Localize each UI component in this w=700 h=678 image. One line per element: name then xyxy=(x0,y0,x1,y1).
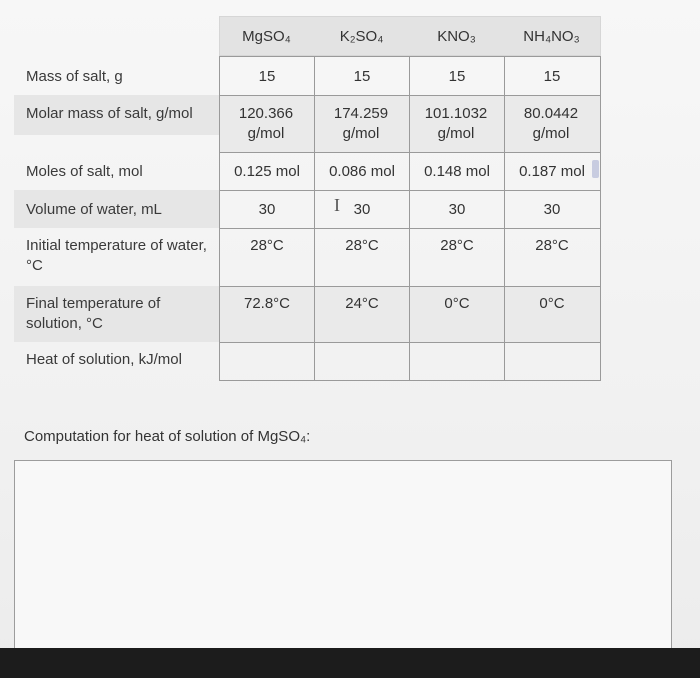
grid-line xyxy=(600,56,601,381)
cell-scrollbar-thumb[interactable] xyxy=(592,160,599,178)
grid-line xyxy=(219,380,601,381)
cell-molar-mass-nh4no3[interactable]: 80.0442 g/mol xyxy=(523,105,579,142)
cell-molar-mass-kno3[interactable]: 101.1032 g/mol xyxy=(424,105,488,142)
cell-molar-mass-k2so4[interactable]: 174.259 g/mol xyxy=(333,105,389,142)
cell-moles-mgso4[interactable]: 0.125 mol xyxy=(234,163,300,180)
cell-mass-k2so4[interactable]: 15 xyxy=(353,68,371,85)
row-label-volume: Volume of water, mL xyxy=(26,201,162,218)
column-header-mgso4: MgSO₄ xyxy=(242,27,291,45)
grid-line xyxy=(219,95,601,96)
row-label-heat: Heat of solution, kJ/mol xyxy=(26,351,182,368)
cell-mass-mgso4[interactable]: 15 xyxy=(258,68,276,85)
row-label-initial-temp: Initial temperature of water, °C xyxy=(26,237,207,274)
column-header-kno3: KNO₃ xyxy=(437,27,476,45)
cell-volume-k2so4[interactable]: 30 xyxy=(353,201,371,218)
cell-initial-temp-k2so4[interactable]: 28°C xyxy=(345,237,379,254)
column-header-nh4no3: NH₄NO₃ xyxy=(523,27,580,45)
cell-final-temp-mgso4[interactable]: 72.8°C xyxy=(243,295,291,312)
cell-volume-mgso4[interactable]: 30 xyxy=(258,201,276,218)
cell-final-temp-k2so4[interactable]: 24°C xyxy=(345,295,379,312)
grid-line xyxy=(219,286,601,287)
cell-mass-kno3[interactable]: 15 xyxy=(448,68,466,85)
screen-bottom-edge xyxy=(0,648,700,678)
grid-line xyxy=(219,56,601,57)
row-label-moles: Moles of salt, mol xyxy=(26,163,143,180)
cell-final-temp-nh4no3[interactable]: 0°C xyxy=(539,295,565,312)
cell-volume-kno3[interactable]: 30 xyxy=(448,201,466,218)
cell-initial-temp-kno3[interactable]: 28°C xyxy=(440,237,474,254)
cell-initial-temp-nh4no3[interactable]: 28°C xyxy=(535,237,569,254)
cell-molar-mass-mgso4[interactable]: 120.366 g/mol xyxy=(238,105,294,142)
cell-moles-k2so4[interactable]: 0.086 mol xyxy=(329,163,395,180)
cell-volume-nh4no3[interactable]: 30 xyxy=(543,201,561,218)
computation-prompt: Computation for heat of solution of MgSO₄: xyxy=(24,428,311,445)
cell-moles-kno3[interactable]: 0.148 mol xyxy=(424,163,490,180)
row-label-molar-mass: Molar mass of salt, g/mol xyxy=(26,105,193,122)
grid-line xyxy=(219,228,601,229)
grid-line xyxy=(219,190,601,191)
cell-initial-temp-mgso4[interactable]: 28°C xyxy=(250,237,284,254)
text-cursor-icon: I xyxy=(334,195,340,215)
cell-mass-nh4no3[interactable]: 15 xyxy=(543,68,561,85)
grid-line xyxy=(219,152,601,153)
cell-moles-nh4no3[interactable]: 0.187 mol xyxy=(519,163,585,180)
row-label-mass: Mass of salt, g xyxy=(26,68,123,85)
grid-line xyxy=(219,342,601,343)
column-header-k2so4: K₂SO₄ xyxy=(339,27,384,45)
cell-final-temp-kno3[interactable]: 0°C xyxy=(444,295,470,312)
computation-answer-box[interactable] xyxy=(14,460,672,650)
row-label-final-temp: Final temperature of solution, °C xyxy=(26,295,161,332)
